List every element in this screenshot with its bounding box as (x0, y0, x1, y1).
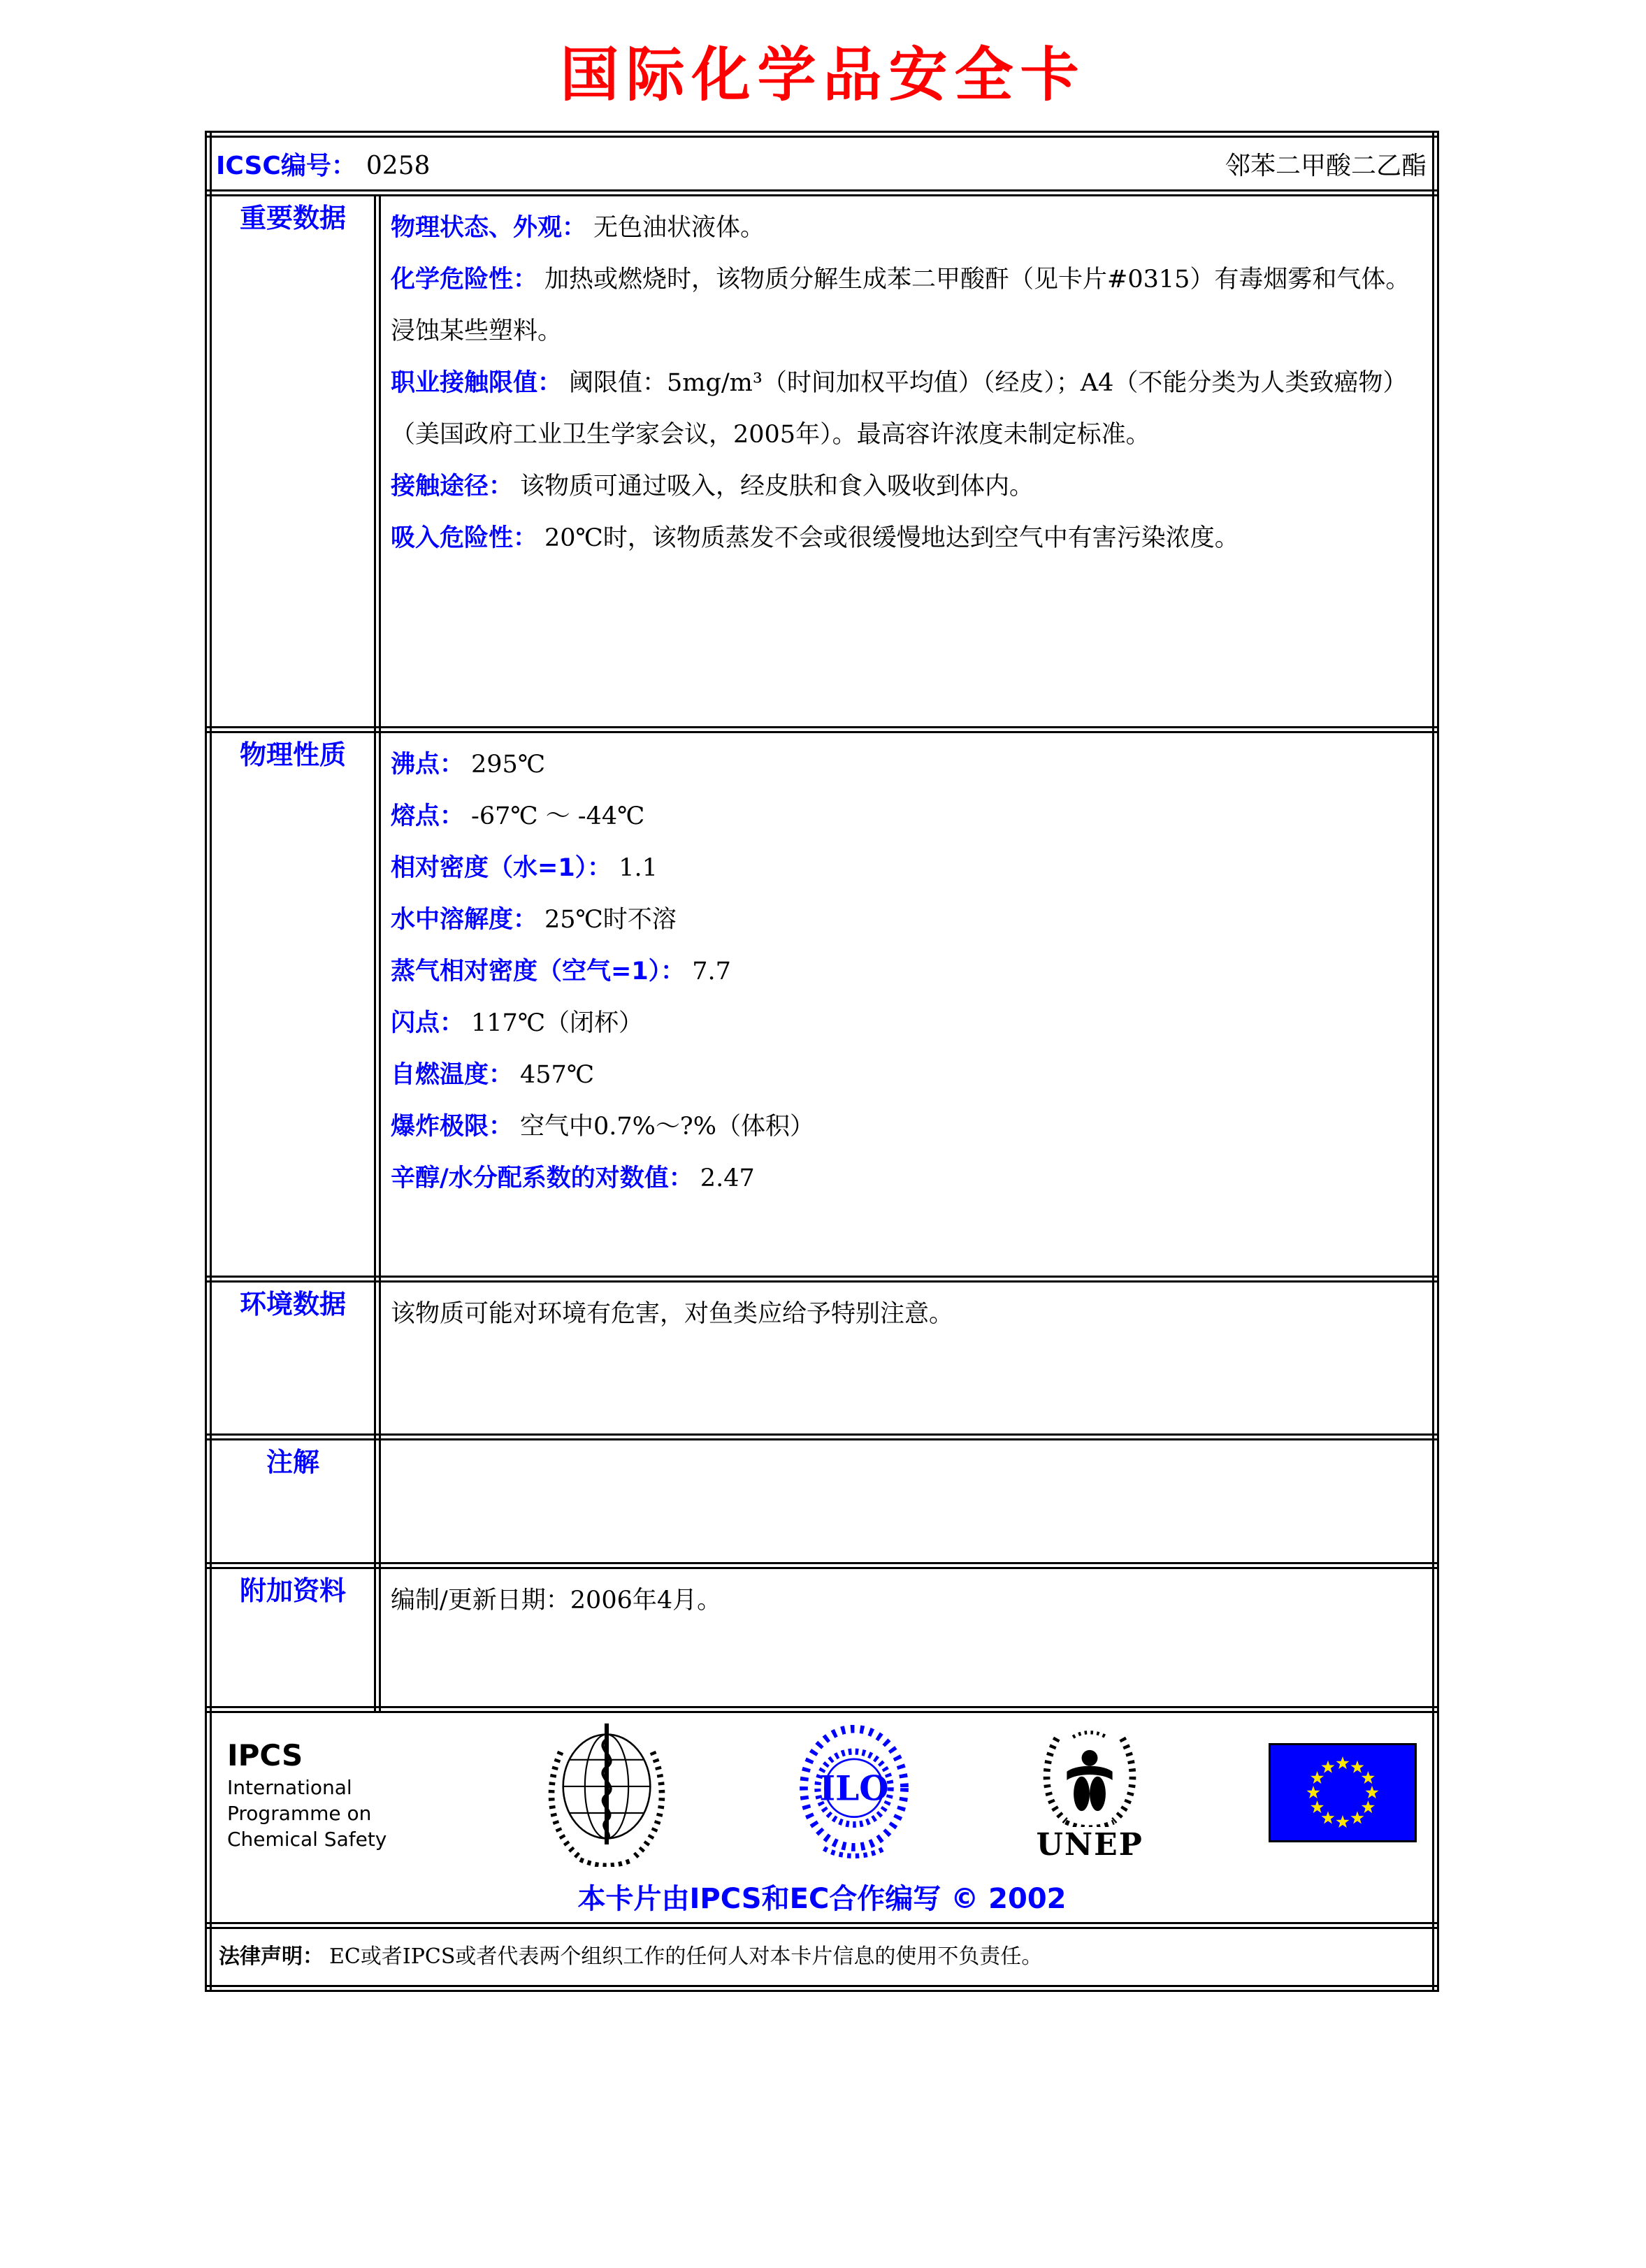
field-value: 2.47 (700, 1164, 755, 1192)
field-label: 沸点： (391, 751, 465, 779)
icsc-number-value: 0258 (366, 151, 431, 180)
field-label: 吸入危险性： (391, 524, 538, 552)
environmental-data-content (377, 1279, 1436, 1437)
additional-information-content (377, 1566, 1436, 1710)
legal-notice-text: EC或者IPCS或者代表两个组织工作的任何人对本卡片信息的使用不负责任。 (329, 1944, 1043, 1969)
field-relative-density (391, 842, 1422, 894)
field-inhalation-risk (391, 512, 1422, 564)
field-label: 蒸气相对密度（空气=1）： (391, 958, 686, 985)
row-label-physical-properties: 物理性质 (208, 730, 377, 1279)
ipcs-acronym: IPCS (227, 1738, 303, 1772)
svg-text:ILO: ILO (819, 1768, 889, 1809)
field-value: 空气中0.7%～?%（体积） (520, 1113, 814, 1141)
icsc-card-table (205, 131, 1439, 1992)
field-value: 7.7 (692, 958, 731, 985)
ipcs-line2: Programme on (227, 1801, 372, 1825)
field-physical-state-appearance (391, 202, 1422, 254)
prepared-updated-date: 编制/更新日期：2006年4月。 (391, 1587, 722, 1615)
field-label: 接触途径： (391, 472, 514, 500)
field-label: 自燃温度： (391, 1061, 514, 1089)
field-value: 1.1 (619, 854, 658, 882)
row-label-additional-information: 附加资料 (208, 1566, 377, 1710)
legal-notice-row (208, 1926, 1436, 1988)
field-label: 爆炸极限： (391, 1113, 514, 1141)
field-boiling-point (391, 739, 1422, 790)
field-vapour-relative-density (391, 946, 1422, 997)
chemical-name: 邻苯二甲酸二乙酯 (1225, 151, 1427, 180)
field-label: 化学危险性： (391, 266, 538, 294)
field-label: 熔点： (391, 802, 465, 830)
field-octanol-water-partition (391, 1153, 1422, 1204)
field-value: 20℃时，该物质蒸发不会或很缓慢地达到空气中有害污染浓度。 (544, 524, 1239, 552)
row-label-notes: 注解 (208, 1437, 377, 1566)
field-value: 25℃时不溶 (544, 906, 677, 934)
row-label-environmental-data: 环境数据 (208, 1279, 377, 1437)
notes-content (377, 1437, 1436, 1566)
ipcs-text-block (227, 1737, 416, 1852)
unep-label: UNEP (1036, 1826, 1143, 1863)
unep-emblem-icon (1037, 1728, 1143, 1861)
field-melting-point (391, 790, 1422, 842)
card-header-row (208, 134, 1436, 193)
ipcs-line3: Chemical Safety (227, 1827, 387, 1851)
who-emblem-icon (541, 1719, 672, 1870)
field-occupational-exposure-limits (391, 357, 1422, 461)
row-label-important-data: 重要数据 (208, 193, 377, 730)
field-label: 物理状态、外观： (391, 214, 587, 242)
field-label: 水中溶解度： (391, 906, 538, 934)
field-value: 该物质可通过吸入，经皮肤和食入吸收到体内。 (520, 472, 1034, 500)
ipcs-line1: International (227, 1775, 352, 1799)
page-title: 国际化学品安全卡 (560, 40, 1086, 109)
field-flash-point (391, 997, 1422, 1049)
field-value: 阈限值：5mg/m³（时间加权平均值）（经皮）；A4（不能分类为人类致癌物）（美国政府工业卫生学家会议，2005年）。最高容许浓度未制定标准。 (391, 369, 1408, 449)
field-value: 加热或燃烧时，该物质分解生成苯二甲酸酐（见卡片#0315）有毒烟雾和气体。浸蚀某些塑料。 (391, 266, 1410, 345)
field-water-solubility (391, 894, 1422, 946)
physical-properties-content (377, 730, 1436, 1279)
field-label: 相对密度（水=1）： (391, 854, 612, 882)
field-label: 闪点： (391, 1009, 465, 1037)
field-value: 295℃ (471, 751, 545, 779)
field-value: 457℃ (520, 1061, 594, 1089)
field-label: 辛醇/水分配系数的对数值： (391, 1164, 693, 1192)
organizations-row (208, 1710, 1436, 1926)
field-value: 无色油状液体。 (593, 214, 765, 242)
environmental-data-text: 该物质可能对环境有危害，对鱼类应给予特别注意。 (391, 1300, 954, 1328)
field-autoignition-temperature (391, 1049, 1422, 1101)
legal-notice-label: 法律声明： (219, 1944, 324, 1969)
cooperation-caption: 本卡片由IPCS和EC合作编写 © 2002 (577, 1883, 1067, 1915)
field-value: -67℃ ～ -44℃ (471, 802, 645, 830)
field-label: 职业接触限值： (391, 369, 563, 397)
important-data-content (377, 193, 1436, 730)
field-explosive-limits (391, 1101, 1422, 1153)
eu-flag-icon (1269, 1743, 1417, 1845)
icsc-number-label: ICSC编号： (216, 151, 356, 180)
field-value: 117℃（闭杯） (471, 1009, 643, 1037)
field-chemical-danger (391, 254, 1422, 357)
field-routes-of-exposure (391, 461, 1422, 512)
ilo-emblem-icon (797, 1725, 911, 1863)
